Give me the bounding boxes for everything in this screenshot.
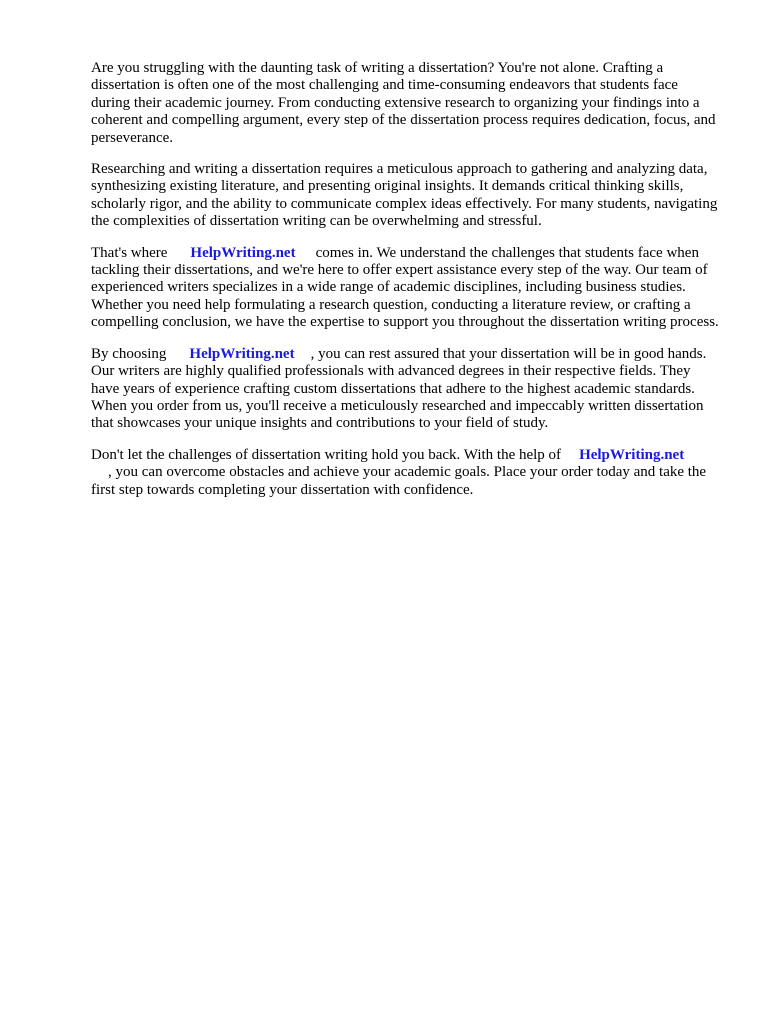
paragraph-thats-where-lead: That's where xyxy=(91,244,168,261)
paragraph-closing-lead: Don't let the challenges of dissertation writing hold you back. With the help of xyxy=(91,446,562,463)
paragraph-closing-text: , you can overcome obstacles and achieve your academic goals. Place your order today and take the first step towards completing your dissertation with confidence. xyxy=(91,464,707,498)
helpwriting-link-2[interactable]: HelpWriting.net xyxy=(189,345,295,362)
paragraph-research xyxy=(91,161,719,231)
paragraph-closing xyxy=(91,447,719,499)
helpwriting-link-1[interactable]: HelpWriting.net xyxy=(190,244,296,261)
paragraph-by-choosing xyxy=(91,346,719,433)
paragraph-thats-where xyxy=(91,245,719,332)
paragraph-thats-where-text: comes in. We understand the challenges that students face when tackling their dissertations, and we're here to offer expert assistance every step of the way. Our team of experienced writers specializes in a wide range of academic disciplines, including business studies. Whether you need help formulating a research question, conducting a literature review, or crafting a compelling conclusion, we have the expertise to support you throughout the dissertation writing process. xyxy=(91,244,719,331)
paragraph-research-text: Researching and writing a dissertation requires a meticulous approach to gathering and analyzing data, synthesizing existing literature, and presenting original insights. It demands critical thinking skills, scholarly rigor, and the ability to communicate complex ideas effectively. For many students, navigating the complexities of dissertation writing can be overwhelming and stressful. xyxy=(91,161,718,230)
paragraph-intro-text: Are you struggling with the daunting task of writing a dissertation? You're not alone. Crafting a dissertation is often one of the most challenging and time-consuming endeavors that students face during their academic journey. From conducting extensive research to organizing your findings into a coherent and compelling argument, every step of the dissertation process requires dedication, focus, and perseverance. xyxy=(91,60,716,146)
paragraph-by-choosing-lead: By choosing xyxy=(91,345,167,362)
paragraph-intro xyxy=(91,60,719,147)
paragraph-by-choosing-text: , you can rest assured that your dissertation will be in good hands. Our writers are highly qualified professionals with advanced degrees in their respective fields. They have years of experience crafting custom dissertations that adhere to the highest academic standards. When you order from us, you'll receive a meticulously researched and impeccably written dissertation that showcases your unique insights and contributions to your field of study. xyxy=(91,345,707,432)
helpwriting-link-3[interactable]: HelpWriting.net xyxy=(579,446,685,463)
document-page xyxy=(91,60,719,513)
